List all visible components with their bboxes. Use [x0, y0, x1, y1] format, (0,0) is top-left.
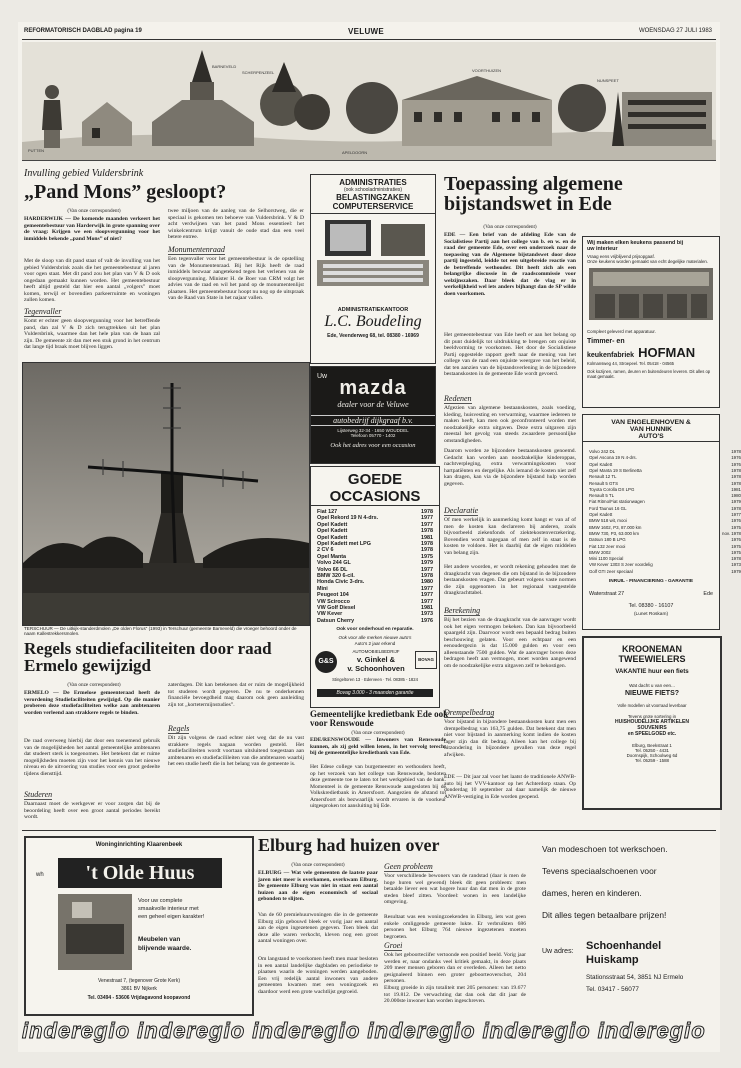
- toepassing-body: Of men werkelijk in aanmerking komt hangt er van af of men de kosten kan declareren bij anderen, zoals bijvoorbeeld ziekenfonds of ziektekostenverzekering. Bovendien wordt nagegaan of men zelf in staat is de kosten te voldoen. Het is daarbij dat de eigen middelen van belang zijn.: [444, 517, 576, 556]
- toepassing-body: Het gemeentebestuur van Ede heeft er aan het belang op dit punt duidelijk tot uitdrukking te brengen om onjuiste beeldvorming te voorkomen. Het door de Socialistiese Partij opgestelde rapport geeft naar de mening van het college van de raad een onjuiste weergave van het beleid, dat ten aanzien van de bijstandsverlening in de bijzondere bestaanskosten in de gemeente Ede wordt gevoerd.: [444, 332, 576, 377]
- vh-car-row: [589, 499, 741, 504]
- vh-car-year: 1973: [731, 562, 741, 568]
- occasion-row: [317, 573, 433, 579]
- ad-goede-occasions: [310, 466, 440, 708]
- ad-krooneman-address: Tel. 05259 - 1588: [635, 758, 669, 763]
- ad-occasions-dealer-name: v. Ginkel &: [356, 655, 396, 664]
- vh-car-row: [589, 455, 741, 460]
- vh-car-year: 1976: [731, 518, 741, 524]
- ad-oldehuus-line: Meubelen van: [138, 936, 181, 943]
- ad-krooneman-tagline: VAKANTIE huur een fiets: [615, 668, 689, 675]
- elburg-subhead: Geen probleem: [384, 862, 433, 871]
- elburg-body: Om langstand te voorkomen heeft men maar besloten in een aantal landelijke dagbladen en periodieke te plaatsen waarin de woningen werden aangeboden. Een vrij redelijk aantal inwoners van andere gemeenten kwamen met een woningzoek en daardoor werd een grote wachtlijst gegroeid.: [258, 956, 378, 995]
- ad-keukens-hofman: [582, 236, 720, 408]
- vh-car-year: 1978: [731, 480, 741, 486]
- vh-car-row: [589, 525, 741, 530]
- vh-car-year: 1975: [731, 524, 741, 530]
- veluwe-banner-illustration: [22, 42, 716, 161]
- pand-mons-body: Met de sloop van dit pand staat of valt de invulling van het gebied Vuldersbrink zoals die het gemeentebestuur al jaren voor ogen staat. Met dit pand zou het plan van V & D ook ongedaan gemaakt kunnen worden. Het gemeentebestuur heeft altijd gesteld dat hier een aantal „volgers” moet komen, terwijl er bovendien parkeerruimte en woningen zullen komen.: [24, 258, 160, 303]
- banner-place-label: BARNEVELD: [212, 64, 237, 69]
- page-header: [18, 28, 720, 38]
- ad-admin-line: BELASTINGZAKEN: [336, 193, 410, 202]
- kitchen-photo: [583, 264, 719, 324]
- occasion-car-name: BMW 320 6-cil.: [317, 573, 355, 579]
- occasion-car-year: 1973: [421, 611, 433, 618]
- ad-occasions-dealer-label: AUTOMOBIELBEDRIJF: [352, 649, 400, 654]
- occasion-car-year: 1976: [421, 617, 433, 624]
- ad-krooneman-line: en SPEELGOED etc.: [627, 731, 677, 737]
- occasion-car-year: 1980: [421, 579, 433, 586]
- elburg-headline: Elburg had huizen over: [258, 835, 440, 855]
- ad-oldehuus-line: een geheel eigen karakter!: [138, 914, 205, 920]
- vh-car-year: 1976: [731, 455, 741, 461]
- occasion-car-name: Opel Kadett: [317, 521, 348, 528]
- ad-hofman-head: Wij maken elken keukens passend bij: [587, 240, 684, 246]
- ad-hofman-line: Vraag eens vrijblijvend prijsopgaaf.: [587, 254, 655, 259]
- ad-mazda-company: autobedrijf dijkgraaf b.v.: [311, 415, 435, 426]
- ad-huiskamp-name: Huiskamp: [586, 954, 639, 966]
- occasion-car-year: 1978: [421, 573, 433, 579]
- header-date: WOENSDAG 27 JULI 1983: [638, 28, 712, 34]
- windmill-photo: [22, 362, 310, 626]
- elburg-body: Van de 60 premiehuurwoningen die in de gemeente Elburg zijn gebouwd bleek er vorig jaar een aantal aan de eigen ingezetenen gegeven. Toen bleek dat deze alle waren verkocht, kleven nog een groot aantal woningen over.: [258, 912, 378, 944]
- pand-mons-subhead: Monumentenraad: [168, 245, 225, 254]
- vh-car-name: BMW 2002: [589, 549, 611, 555]
- regels-body: De raad overweeg hierbij dat door een toenemend gebruik van de mogelijkheden het aantal gemeentelijke ambtenaren dat studeert sterk is toegenomen. Het betekent dat er ruime mogelijkheden moeten zijn voor het kennis van het nieuwe niveau en de uitvoering van studies voor een groot gedeelte tijdens diensttijd.: [24, 738, 160, 777]
- inderegio-word: inderegio: [482, 1018, 591, 1043]
- inderegio-word: inderegio: [367, 1018, 476, 1043]
- ad-olde-huus: [24, 836, 254, 1016]
- ad-hofman-address: Kolmansweg 44, Stroepeel. Tel. 05418 - 04565: [587, 361, 674, 366]
- ad-krooneman-line: Tevens grote sortering in: [627, 714, 677, 719]
- occasion-car-name: Honda Civic 3-drs.: [317, 579, 365, 586]
- ad-hofman-caption: Compleet geleverd met apparatuur.: [587, 329, 656, 334]
- ad-huiskamp-address: Stationsstraat 54, 3851 NJ Ermelo: [586, 974, 684, 981]
- vh-car-year: 1978: [731, 449, 741, 454]
- vh-car-row: [589, 550, 741, 555]
- ad-schoenhandel-huiskamp: [534, 836, 718, 1012]
- kredietbank-headline: Gemeentelijke kredietbank Ede ook voor Renswoude: [310, 709, 449, 729]
- vh-car-name: Renault 12 TL: [589, 474, 617, 480]
- windmill-photo-caption: TERSCHUUR — De uitkijk-standerdmolen „De olden Florus” (1993) in Terschuur (gemeente Barneveld) die vroeger behoord onder de naam Kallestrekkersmolen.: [24, 626, 297, 637]
- occasion-car-name: Opel Kadett: [317, 534, 348, 541]
- regels-body: Daarnaast moet de werkgever er voor zorgen dat bij de beoordeling heeft over een groot aantal periodes bereikt wordt.: [24, 801, 160, 820]
- vh-car-year: 1976: [731, 537, 741, 543]
- occasion-row: [317, 554, 433, 560]
- ad-mazda-address: Lijsterweg 32-34 · 1650 WOUDDEL: [337, 428, 409, 433]
- ad-oldehuus-address: Venestraat 7, (tegenover Grote Kerk): [98, 978, 180, 984]
- vh-car-row: [589, 569, 741, 574]
- ad-krooneman-line: Volle modellen uit voorraad leverbaar: [617, 703, 687, 708]
- occasion-row: [317, 618, 433, 624]
- header-rule: [22, 39, 716, 40]
- vh-car-row: [589, 506, 741, 511]
- vh-car-name: Opel Kadett: [589, 461, 613, 467]
- header-paper-name: REFORMATORISCH DAGBLAD pagina 19: [24, 28, 142, 34]
- occasion-car-year: 1981: [421, 605, 433, 611]
- header-section-title: VELUWE: [348, 27, 385, 36]
- pand-mons-body: twee miljoen van de aanleg van de Selhorstweg, die er speciaal is gekomen ten behoeve van Vuldersbrink. V & D acht verdwijnen van het pand Mons essentieel: het winkelcentrum krijgt vanuit de oude stad dan een veel betere entree.: [168, 208, 304, 240]
- ad-occasions-address: Stingeltoren 13 · Ederveen · Tel. 08385 - 1824: [332, 677, 418, 682]
- vh-car-year: 1978: [731, 467, 741, 473]
- pand-mons-kicker: Invulling gebied Vuldersbrink: [24, 168, 144, 179]
- vh-car-name: Fiat 132 zeer mooi: [589, 543, 626, 549]
- vh-car-year: 1975: [731, 549, 741, 555]
- toepassing-body: Voor bijstand in bijzondere bestaanskosten kunt men een drempelbedrag van 163,75 gulden. Dat betekent dat men niet voor bijstand in aanmerking komt indien de kosten lager zijn dan dit bedrag. Alleen kan het college bij uitzondering in bijzondere gevallen van deze regel afwijken.: [444, 719, 576, 758]
- ad-vh-title: VAN HUNNIK: [629, 426, 673, 433]
- occasion-car-year: 1981: [421, 534, 433, 541]
- occasion-row: [317, 567, 433, 573]
- newspaper-page: [18, 22, 741, 1052]
- occasion-car-year: 1977: [421, 566, 433, 573]
- ad-vh-title: VAN ENGELENHOVEN &: [611, 419, 691, 426]
- regels-lead: ERMELO — De Ermelose gemeenteraad heeft de verordening Studiefaciliteiten gewijzigd. Op die manier proberen deze studiefaciliteiten welke aan ambtenaren worden verleend aan strakkere regels te binden.: [24, 690, 160, 716]
- toepassing-lead: EDE — Een brief van de afdeling Ede van de Socialistiese Partij aan het college van b. en w. en de raad der gemeente Ede, over een onderzoek naar de toepassing van de Algemene bijstandswet door deze partij ingesteld, leidde tot een uitgebreide reactie van de betreffende wethouder. Dit heeft zich als een belangrijke discussie in de raadscommissie voor welzijnszaken. Daar bleek dat de vlag er in werkelijkheid wel iets anders bijhangt dan de SP wilde doen voorkomen.: [444, 232, 576, 297]
- occasion-row: [317, 586, 433, 592]
- ad-occasions-note: Auto's 2 jaar erkend: [354, 641, 396, 646]
- regels-headline: Regels studiefaciliteiten door raad Ermelo gewijzigd: [24, 639, 272, 676]
- ad-huiskamp-name: Schoenhandel: [586, 940, 662, 952]
- vh-car-name: Renault 5 GTS: [589, 480, 619, 486]
- toepassing-body: Het andere woorden, er wordt rekening gehouden met de draagkracht van degenen die om bijstand in de bijzondere bestaanskosten vragen. Dat gebeurt volgens vaste normen die zijn opgenomen in het regionaal vastgestelde draagkrachttabel.: [444, 564, 576, 596]
- vh-car-name: Fiat Ritmo/Fiat stationwagen: [589, 499, 645, 505]
- ad-occasions-title: OCCASIONS: [311, 488, 439, 506]
- ad-occasions-dealer-name: v. Schoonhoven: [347, 664, 405, 673]
- occasion-row: [317, 528, 433, 534]
- inderegio-word: inderegio: [22, 1018, 131, 1043]
- toepassing-subhead: Declaratie: [444, 506, 479, 515]
- vh-car-row: [589, 449, 741, 454]
- toepassing-body: Afgezien van algemene bestaanskosten, zoals voeding, kleding, huisvesting en verwarming, waarmee iedereen te maken heeft, kan men ook geconfronteerd worden met noodzakelijke extra uitgaven. Deze extra uitgaven zijn meestal het gevolg van steeds zwaardere persoonlijke omstandigheden.: [444, 405, 576, 444]
- vh-car-name: Opel Kadett: [589, 512, 613, 517]
- ad-vh-footer: INRUIL - FINANCIERING - GARANTIE: [608, 579, 694, 584]
- vh-car-name: Mini 1100 Special: [589, 556, 624, 562]
- occasion-car-year: 1977: [421, 515, 433, 522]
- pand-mons-lead: HARDERWIJK — De komende maanden verkeert het gemeentebestuur van Harderwijk in grote spanning over de vraag: Krijgen we een sloopvergunning voor het inmiddels bekende „pand Mons” of niet?: [24, 216, 160, 242]
- occasion-car-name: Opel Kadett: [317, 528, 348, 535]
- vh-car-name: Toyota Corolla DX LPG: [589, 486, 635, 492]
- pand-mons-headline: „Pand Mons” gesloopt?: [24, 181, 227, 203]
- vh-car-name: Volvo 242 DL: [589, 449, 616, 454]
- ad-occasions-note: Ook voor onderhoud en reparatie.: [336, 627, 414, 632]
- vh-car-row: [589, 518, 741, 523]
- ad-krooneman-line: Wat dacht u van een...: [629, 683, 675, 688]
- ad-occasions-badge: G&S: [315, 651, 337, 673]
- ad-mazda-brand: mazda: [339, 377, 407, 399]
- vh-car-name: Opel Manta 19 S Berlinetta: [589, 467, 642, 473]
- vh-car-row: [589, 468, 741, 473]
- kredietbank-body: Het Edese college van burgemeester en wethouders heeft, op het verzoek van het college van Renswoude, besloten deze gemeente toe te laten tot het werkgebied van de bank. Momenteel is de gemeente Renswoude aangesloten bij de Volkskredietbank in Amersfoort. Aangezien de afstand tot Amersfoort als bezwaarlijk wordt ervaren is de voorkeur uitgesproken tot aansluiting bij Ede.: [310, 764, 446, 809]
- regels-subhead: Regels: [168, 724, 190, 733]
- occasion-car-year: 1978: [421, 541, 433, 547]
- occasion-car-year: 1977: [421, 592, 433, 599]
- elburg-body: Elburg groeide in zijn totaliteit met 205 personen: van 19.677 tot 19.812. De verwachting dat dan ook dat dit jaar de 20.000ste inwoner kan worden ingeschreven.: [384, 985, 526, 1004]
- ad-admin-line: ADMINISTRATIES: [339, 178, 407, 187]
- occasion-car-name: Fiat 127: [317, 509, 338, 515]
- inderegio-footer-band: [22, 1016, 716, 1046]
- ad-oldehuus-top: Woninginrichting Klaarenbeek: [95, 842, 183, 848]
- ad-oldehuus-wh: wh: [36, 872, 44, 878]
- vh-car-year: 1979: [731, 499, 741, 505]
- vh-car-year: 1978: [731, 556, 741, 562]
- vh-car-name: BMW 730, P3, 63.000 km: [589, 530, 640, 536]
- occasion-car-name: VW Scirocco: [317, 598, 350, 605]
- banner-place-label: APELDOORN: [342, 150, 368, 155]
- inderegio-word: inderegio: [597, 1018, 706, 1043]
- ad-admin-line: COMPUTERSERVICE: [311, 202, 435, 214]
- toepassing-headline: Toepassing algemene bijstandswet in Ede: [444, 173, 623, 216]
- ad-krooneman-title: TWEEWIELERS: [618, 654, 686, 664]
- ad-vh-place: (Lunet Roskam): [633, 612, 669, 617]
- interior-photo: [58, 894, 132, 970]
- ad-krooneman-title: KROONEMAN: [622, 644, 682, 654]
- ad-admin-address: Ede, Veenderweg 68, tel. 08380 - 16969: [327, 333, 419, 339]
- occasion-car-name: VW Golf Diesel: [317, 605, 356, 611]
- occasion-car-year: 1979: [421, 560, 433, 567]
- pand-mons-body: Een tegenvaller voor het gemeentebestuur is de opstelling van de Monumentenraad. Bij het Rijk heeft de raad inmiddels bezwaar aangetekend tegen het verlenen van de sloopvergunning. Minister H. de Boer van CRM volgt het advies van de raad en wil het pand op de monumentenlijst plaatsen. Het gemeentebestuur hoopt nu nog op de uitspraak van de Raad van State in het najaar vallen.: [168, 256, 304, 301]
- ad-oldehuus-line: Voor uw complete: [138, 898, 183, 904]
- elburg-body: Resultaat was een woningzoekenden in Elburg, iets wat geen enkele omliggende gemeente lukte. Er verbruikten 686 personen het Elburg 764 nieuwe ingezetenen moeten begroeten.: [384, 914, 526, 940]
- occasion-car-name: 2 CV 6: [317, 547, 334, 554]
- ad-vh-phone: Tel. 08380 - 16107: [628, 603, 674, 609]
- ad-vh-address: Waterstraat 27: [589, 591, 625, 597]
- occasion-row: [317, 611, 433, 617]
- occasion-row: [317, 515, 433, 521]
- ad-mazda: [310, 366, 436, 464]
- occasion-car-year: 1977: [421, 598, 433, 605]
- occasion-car-name: Volvo 66 DL: [317, 566, 348, 573]
- occasion-car-name: Opel Kadett met LPG: [317, 541, 371, 547]
- occasion-row: [317, 579, 433, 585]
- vh-car-row: [589, 487, 741, 492]
- ad-krooneman-address: Elburg, Beekstraat 1: [632, 743, 672, 748]
- occasion-car-name: VW Kever: [317, 611, 343, 618]
- pand-mons-subhead: Tegenvaller: [24, 307, 62, 316]
- computer-icon: [311, 214, 435, 302]
- ad-administraties: [310, 174, 436, 364]
- ad-huiskamp-phone: Tel. 03417 - 56077: [586, 986, 639, 993]
- ad-vh-city: Ede: [703, 591, 713, 597]
- ad-mazda-phone: Telefoon 05770 - 1402: [350, 433, 396, 438]
- occasion-car-year: 1977: [421, 521, 433, 528]
- occasion-car-name: Opel Rekord 19 N 4-drs.: [317, 515, 379, 522]
- occasion-row: [317, 535, 433, 541]
- ad-hofman-maker: Timmer- en: [587, 338, 625, 345]
- pand-mons-byline: (Van onze correspondent): [67, 208, 121, 214]
- ad-hofman-brand: HOFMAN: [638, 345, 696, 360]
- occasion-row: [317, 592, 433, 598]
- occasion-row: [317, 560, 433, 566]
- toepassing-byline: (Van onze correspondent): [483, 224, 537, 230]
- ad-huiskamp-line: Van modeschoen tot werkschoen.: [542, 844, 668, 854]
- ad-huiskamp-line: Dit alles tegen betaalbare prijzen!: [542, 910, 667, 920]
- occasion-row: [317, 541, 433, 547]
- pand-mons-body: Komt er echter geen sloopvergunning voor het betreffende pand, dan zal V & D zich terugtrekken uit het plan Vuldersbrink, waarmee dan het hele plan van de baan zal zijn. De gemeente zit dan met een stuk grond in het centrum dat lange tijd braak moet blijven liggen.: [24, 318, 160, 350]
- ad-vh-title: AUTO'S: [583, 433, 719, 442]
- ad-mazda-footer: Ook het adres voor een occasion: [330, 442, 416, 449]
- ad-oldehuus-name: 't Olde Huus: [58, 858, 222, 888]
- occasion-car-name: Datsun Cherry: [317, 617, 355, 624]
- occasion-car-year: 1978: [421, 509, 433, 515]
- kredietbank-lead: EDE/RENSWOUDE — Inwoners van Renswoude kunnen, als zij geld willen lenen, in het vervolg terecht bij de gemeentelijke kredietbank van Ede.: [310, 737, 446, 756]
- toepassing-body: Bij het bezien van de draagkracht van de aanvrager wordt ook het eigen vermogen bekeken. Dan kan bijvoorbeeld spaargeld zijn. Daarvoor wordt een bepaald bedrag buiten beschouwing gelaten. Voor een echtpaar en een eenoudergezin is dat 15.000 gulden en voor een alleenstaande 7500 gulden. Wat de aanvrager boven deze bedragen heeft aan vermogen, moet worden aangewend om de noodzakelijke extra uitgaven zelf te bekostigen.: [444, 617, 576, 669]
- ad-occasions-note: Ook voor alle merken nieuwe auto's: [338, 635, 412, 640]
- vh-car-row: [589, 537, 741, 542]
- vh-car-row: [589, 462, 741, 467]
- vh-car-row: [589, 512, 741, 517]
- vh-car-year: 1975: [731, 543, 741, 549]
- vh-car-row: [589, 481, 741, 486]
- vh-car-row: [589, 474, 741, 479]
- occasion-row: [317, 509, 433, 515]
- kredietbank-byline: (Van onze correspondent): [351, 730, 405, 736]
- ad-oldehuus-line: blijvende waarde.: [138, 945, 192, 952]
- ad-krooneman-address: Doornspijk, Schoolweg 6d: [626, 753, 678, 758]
- ad-huiskamp-address-label: Uw adres:: [542, 948, 574, 955]
- regels-body: Dit zijn volgens de raad echter niet weg dat de nu vast strakkere regels nagaan worden gesteld. Het studiefaciliteiten wordt voortaan uitsluitend toegestaan aan ambtenaren en studiefacilileiten van die ambtenaren waarbij het een studie heeft die in het belang van de gemeente is.: [168, 735, 304, 767]
- ad-occasions-footer: Bovag 3.000 - 3 maanden garantie: [317, 689, 433, 697]
- vh-car-row: [589, 556, 741, 561]
- ad-huiskamp-line: dames, heren en kinderen.: [542, 888, 642, 898]
- ad-huiskamp-line: Tevens speciaalschoenen voor: [542, 866, 657, 876]
- vh-car-name: BMW 518 wit, mooi: [589, 518, 627, 524]
- ad-admin-name: L.C. Boudeling: [324, 313, 422, 330]
- regels-subhead: Studeren: [24, 790, 53, 799]
- toepassing-subhead: Berekening: [444, 606, 481, 615]
- banner-place-label: PUTTEN: [28, 148, 44, 153]
- windmill-photo-drawing: [23, 363, 309, 625]
- occasion-car-year: 1977: [421, 585, 433, 592]
- ad-admin-line: (ook schooladministraties): [343, 187, 403, 193]
- vh-car-year: 1978: [731, 505, 741, 511]
- vh-car-name: VW Kever 1303 S zeer voordelig: [589, 562, 653, 568]
- vh-car-row: [589, 562, 741, 567]
- vh-car-name: Datsun 180 B LPG: [589, 537, 626, 543]
- ad-occasions-title: GOEDE: [347, 471, 403, 488]
- occasion-car-name: Peugeot 104: [317, 592, 349, 599]
- section-rule: [22, 830, 716, 831]
- ad-admin-office-label: ADMINISTRATIEKANTOOR: [337, 307, 409, 313]
- occasion-car-year: 1975: [421, 553, 433, 560]
- toepassing-subhead: Redenen: [444, 394, 472, 403]
- elburg-body: Ook het geboorteciifer vertoonde een positief beeld. Vorig jaar werden er, naar ondanks veel kritiek gemaakt, in deze plaats 209 meer mensen geboren dan er overleden. Alleen het netto gesignaleerd binnen een groter geboorteoverschot, 204 personen.: [384, 952, 526, 984]
- ad-krooneman-line: SOUVENIRS: [637, 725, 667, 731]
- ad-krooneman-line: HUISHOUDELIJKE ARTIKELEN: [615, 719, 689, 725]
- toepassing-body: Daarom worden ze bijzondere bestaanskosten genoemd. Gedacht kan worden aan noodzakelijke kinderoppas, nachtverpleging, extra verwarmingskosten voor hartpatiënten en dergelijke. Als iemand de kosten niet zelf kan dragen, kan via de bijzondere bijstand hulp worden gegeven.: [444, 448, 576, 487]
- vh-car-name: BMW 1602, P3, 87.000 km: [589, 524, 642, 530]
- occasion-car-year: 1978: [421, 528, 433, 535]
- vh-car-year: 1976: [731, 461, 741, 467]
- ad-krooneman-address: Tel. 05250 - 4431: [635, 748, 669, 753]
- vh-car-year: 1980: [731, 493, 741, 499]
- ad-hofman-maker: keukenfabriek: [587, 352, 635, 359]
- vh-car-year: 1978: [731, 474, 741, 480]
- ad-oldehuus-phone: Tel. 03494 - 53606 Vrijdagavond koopavond: [87, 995, 191, 1001]
- bovag-logo: BOVAG: [415, 651, 437, 669]
- vh-car-name: Ford Taunus 16 GL: [589, 505, 627, 511]
- vh-car-year: 1977: [731, 512, 741, 517]
- occasion-car-year: 1978: [421, 547, 433, 554]
- banner-drawing: [22, 42, 716, 160]
- ad-hofman-head: uw interieur: [587, 246, 618, 252]
- ad-hofman-footer: Ook kozijnen, ramen, deuren en buitendeuren leveren. Dit alles op maat gemaakt.: [587, 369, 711, 379]
- regels-byline: (Van onze correspondent): [67, 682, 121, 688]
- banner-place-label: NUNSPEET: [597, 78, 619, 83]
- vh-car-row: [589, 531, 741, 536]
- occasion-car-name: Volvo 244 GL: [317, 560, 351, 567]
- elburg-byline: (Van onze correspondent): [291, 862, 345, 868]
- ad-van-engelenhoven: [582, 414, 741, 630]
- vh-car-name: Opel Ascona 19 N 4-drs.: [589, 455, 637, 461]
- regels-body: zaterdagen. Dit kan betekenen dat er ruim de mogelijkheid tot studeren wordt gegeven. De nu te onderkennen financiële bevoegdheid mag daarom ook geen aanleiding zijn tot „kortetermijnstudies”.: [168, 682, 304, 708]
- ad-oldehuus-city: 3861 BV Nijkerk: [121, 986, 157, 992]
- anwb-notice: EDE — Dit jaar zal voor het laatst de traditionele ANWB-auto bij het VVV-kantoor op het Achterdorp staan. Op donderdag 10 september zal daar namelijk de nieuwe ANWB-vestiging in Ede worden geopend.: [444, 774, 576, 800]
- vh-car-year: 1979: [731, 568, 741, 574]
- ad-mazda-tagline: dealer voor de Veluwe: [337, 400, 409, 409]
- elburg-body: Voor verschillende bewoners van de randstad (daar is men de hoge huren wel gewend) bleek dit geen probleem: men betaalde liever een wat hogere huur dan dat men in de grote steden bleef zitten. Voordeel: wonen in een landelijke omgeving.: [384, 873, 526, 905]
- banner-place-label: SCHERPENZEEL: [242, 70, 275, 75]
- toepassing-subhead: Drempelbedrag: [444, 708, 495, 717]
- occasion-row: [317, 605, 433, 611]
- ad-krooneman-line: NIEUWE FIETS?: [624, 690, 680, 697]
- vh-car-year: nov. 1978: [722, 530, 741, 536]
- occasion-car-name: Opel Manta: [317, 553, 347, 560]
- elburg-subhead: Groei: [384, 941, 403, 950]
- vh-car-name: Golf GTI zeer speciaal: [589, 568, 633, 574]
- banner-place-label: VOORTHUIZEN: [472, 68, 502, 73]
- ad-oldehuus-line: smaakvolle interieur met: [138, 906, 199, 912]
- vh-car-year: 1981: [731, 486, 741, 492]
- occasion-car-name: Mini: [317, 585, 328, 592]
- ad-mazda-prefix: Uw: [317, 373, 328, 380]
- inderegio-word: inderegio: [137, 1018, 246, 1043]
- elburg-lead: ELBURG — Wat vele gemeenten de laatste paar jaren niet meer is overkomen, overkwam Elburg. De gemeente Elburg was niet in staat een aantal huizen aan de eigen economisch of sociaal gebonden te slijten.: [258, 870, 378, 902]
- ad-krooneman: [582, 636, 722, 810]
- vh-car-row: [589, 544, 741, 549]
- occasion-row: [317, 522, 433, 528]
- vh-car-name: Renault 5 TL: [589, 493, 615, 499]
- occasion-row: [317, 547, 433, 553]
- vh-car-row: [589, 493, 741, 498]
- inderegio-word: inderegio: [252, 1018, 361, 1043]
- ad-hofman-line: Onze keukens worden gemaakt van echt degelijke materialen.: [587, 259, 709, 264]
- occasion-row: [317, 599, 433, 605]
